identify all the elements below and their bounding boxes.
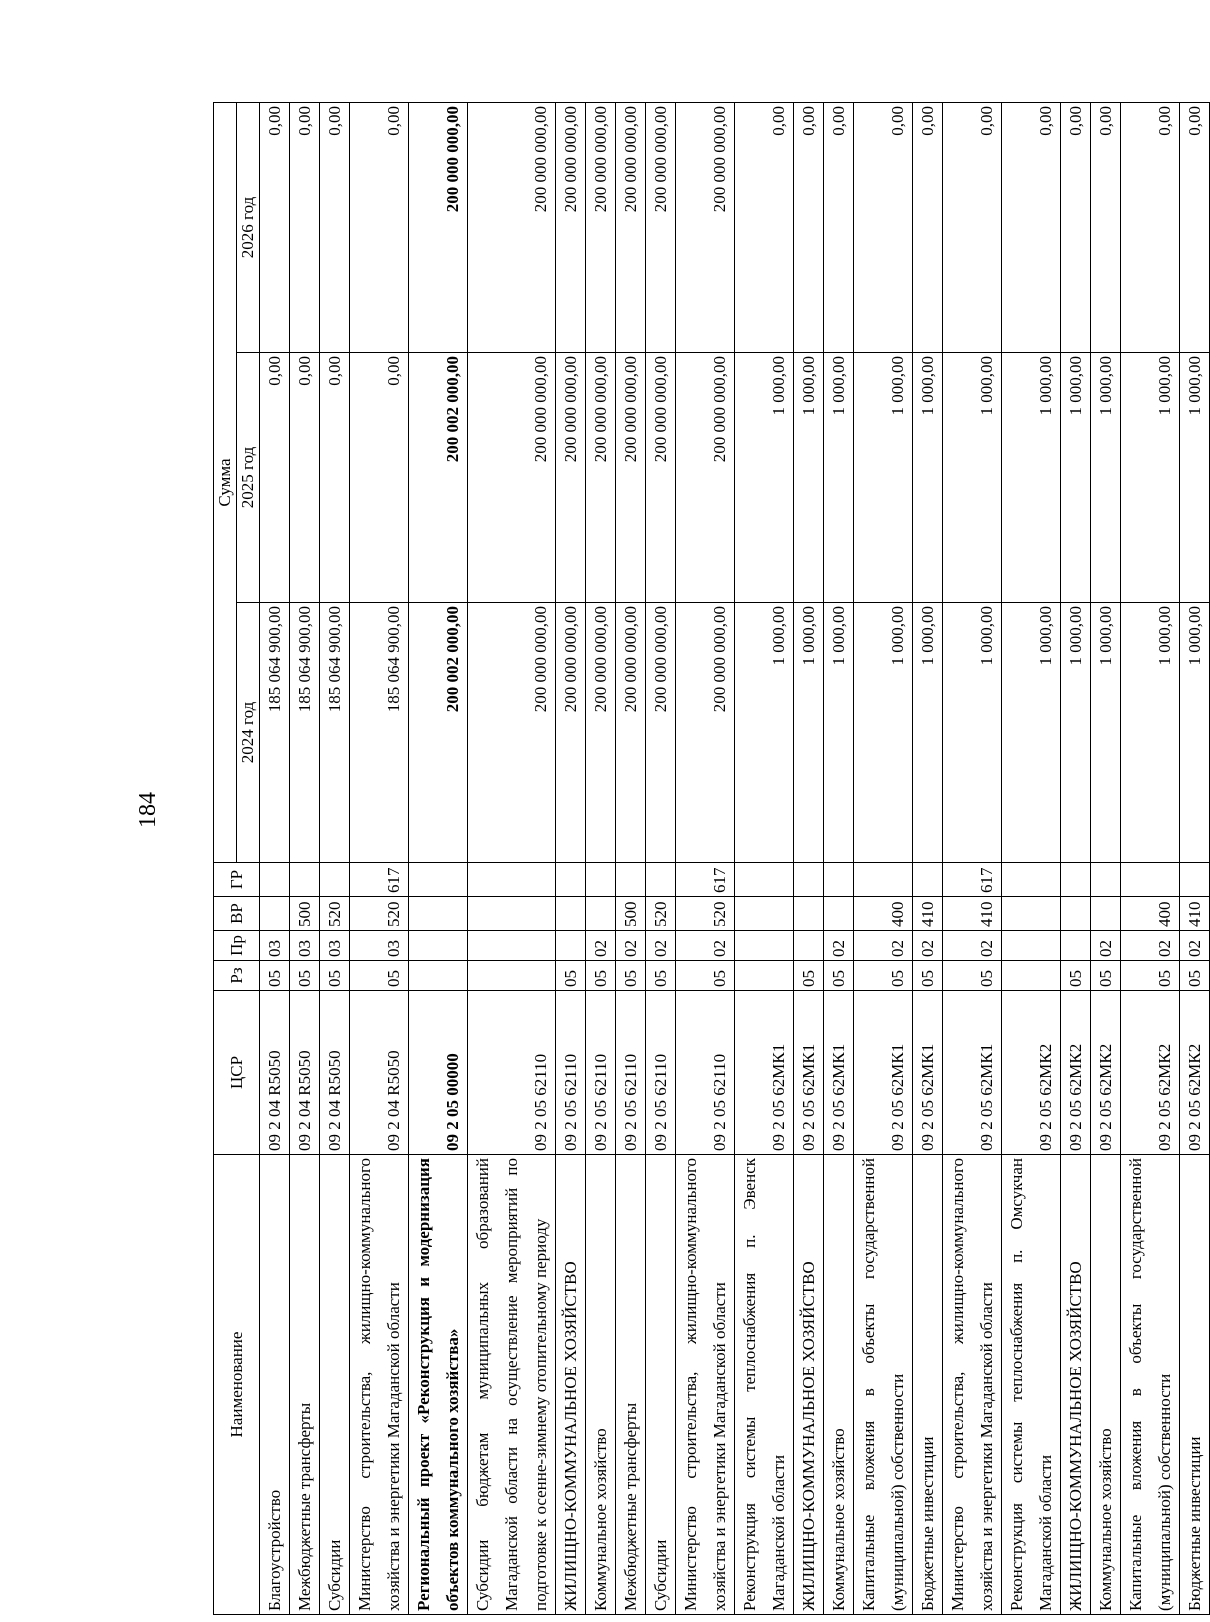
row-pr: 02	[943, 931, 1002, 961]
row-vr	[1061, 897, 1091, 931]
row-gr: 617	[350, 863, 409, 897]
row-vr: 410	[1180, 897, 1210, 931]
row-sum-2025: 0,00	[290, 353, 320, 603]
row-gr	[1121, 863, 1180, 897]
row-gr	[586, 863, 616, 897]
row-rz	[409, 961, 468, 991]
row-sum-2024: 185 064 900,00	[320, 603, 350, 863]
row-rz: 05	[556, 961, 586, 991]
row-sum-2025: 1 000,00	[824, 353, 854, 603]
row-vr	[824, 897, 854, 931]
table-row	[824, 102, 854, 1614]
row-pr: 02	[854, 931, 913, 961]
row-gr	[794, 863, 824, 897]
row-sum-2026: 200 000 000,00	[646, 102, 676, 352]
row-name: Коммунальное хозяйство	[1091, 1155, 1121, 1615]
row-sum-2025: 1 000,00	[1180, 353, 1210, 603]
row-name: Министерство строительства, жилищно-коммунального хозяйства и энергетики Магаданской области	[943, 1155, 1002, 1615]
row-pr	[409, 931, 468, 961]
row-sum-2024: 1 000,00	[735, 603, 794, 863]
row-pr: 02	[1091, 931, 1121, 961]
row-gr: 617	[676, 863, 735, 897]
row-csr: 09 2 04 R5050	[290, 991, 320, 1155]
row-csr: 09 2 05 62МК2	[1180, 991, 1210, 1155]
row-name: Субсидии	[646, 1155, 676, 1615]
row-pr: 03	[260, 931, 290, 961]
row-csr: 09 2 05 62110	[586, 991, 616, 1155]
row-sum-2026: 0,00	[1091, 102, 1121, 352]
row-sum-2025: 200 000 000,00	[676, 353, 735, 603]
row-sum-2024: 200 002 000,00	[409, 603, 468, 863]
row-sum-2024: 200 000 000,00	[556, 603, 586, 863]
row-rz: 05	[1180, 961, 1210, 991]
row-csr: 09 2 05 62МК2	[1091, 991, 1121, 1155]
row-vr	[556, 897, 586, 931]
row-rz: 05	[913, 961, 943, 991]
row-sum-2024: 1 000,00	[1091, 603, 1121, 863]
col-header-pr: Пр	[214, 931, 260, 961]
row-sum-2025: 200 000 000,00	[556, 353, 586, 603]
row-gr	[854, 863, 913, 897]
row-rz: 05	[586, 961, 616, 991]
row-sum-2025: 200 000 000,00	[616, 353, 646, 603]
row-sum-2026: 200 000 000,00	[556, 102, 586, 352]
row-sum-2024: 200 000 000,00	[468, 603, 556, 863]
row-sum-2024: 185 064 900,00	[350, 603, 409, 863]
row-sum-2024: 1 000,00	[913, 603, 943, 863]
row-pr: 02	[676, 931, 735, 961]
row-gr	[616, 863, 646, 897]
row-gr	[1091, 863, 1121, 897]
row-sum-2024: 1 000,00	[794, 603, 824, 863]
row-sum-2024: 1 000,00	[1002, 603, 1061, 863]
table-row	[735, 102, 794, 1614]
table-body	[260, 102, 1210, 1614]
row-pr	[468, 931, 556, 961]
col-header-2025: 2025 год	[237, 353, 260, 603]
row-sum-2024: 1 000,00	[824, 603, 854, 863]
row-sum-2024: 1 000,00	[943, 603, 1002, 863]
row-sum-2026: 0,00	[794, 102, 824, 352]
row-gr	[260, 863, 290, 897]
row-rz: 05	[854, 961, 913, 991]
row-sum-2024: 185 064 900,00	[260, 603, 290, 863]
row-rz	[468, 961, 556, 991]
row-rz: 05	[350, 961, 409, 991]
budget-table	[213, 102, 1210, 1615]
row-csr: 09 2 05 62МК1	[794, 991, 824, 1155]
col-header-vr: ВР	[214, 897, 260, 931]
row-vr: 400	[854, 897, 913, 931]
row-pr: 03	[290, 931, 320, 961]
row-rz: 05	[794, 961, 824, 991]
row-pr	[735, 931, 794, 961]
table-row	[556, 102, 586, 1614]
row-sum-2026: 200 000 000,00	[468, 102, 556, 352]
row-sum-2025: 1 000,00	[1061, 353, 1091, 603]
row-sum-2025: 200 000 000,00	[586, 353, 616, 603]
row-vr: 520	[320, 897, 350, 931]
row-vr: 520	[646, 897, 676, 931]
row-vr: 500	[616, 897, 646, 931]
table-row	[1121, 102, 1180, 1614]
row-name: ЖИЛИЩНО-КОММУНАЛЬНОЕ ХОЗЯЙСТВО	[1061, 1155, 1091, 1615]
row-vr	[260, 897, 290, 931]
row-csr: 09 2 05 62МК1	[735, 991, 794, 1155]
row-sum-2024: 200 000 000,00	[616, 603, 646, 863]
row-vr: 520	[350, 897, 409, 931]
table-row	[1091, 102, 1121, 1614]
table-header-row	[214, 102, 237, 1614]
row-sum-2025: 200 000 000,00	[468, 353, 556, 603]
row-sum-2024: 1 000,00	[1061, 603, 1091, 863]
row-pr: 02	[913, 931, 943, 961]
row-sum-2024: 1 000,00	[854, 603, 913, 863]
table-row	[320, 102, 350, 1614]
col-header-2026: 2026 год	[237, 102, 260, 352]
row-csr: 09 2 05 62МК1	[854, 991, 913, 1155]
row-name: Министерство строительства, жилищно-коммунального хозяйства и энергетики Магаданской области	[350, 1155, 409, 1615]
row-csr: 09 2 05 62МК1	[913, 991, 943, 1155]
row-sum-2024: 200 000 000,00	[646, 603, 676, 863]
row-gr	[824, 863, 854, 897]
row-vr: 410	[943, 897, 1002, 931]
row-sum-2026: 0,00	[1121, 102, 1180, 352]
row-csr: 09 2 05 62МК1	[943, 991, 1002, 1155]
row-sum-2026: 200 000 000,00	[616, 102, 646, 352]
row-name: Межбюджетные трансферты	[616, 1155, 646, 1615]
row-sum-2026: 0,00	[350, 102, 409, 352]
row-vr	[409, 897, 468, 931]
col-header-gr: ГР	[214, 863, 260, 897]
row-rz: 05	[676, 961, 735, 991]
row-name: Благоустройство	[260, 1155, 290, 1615]
row-name: ЖИЛИЩНО-КОММУНАЛЬНОЕ ХОЗЯЙСТВО	[556, 1155, 586, 1615]
row-sum-2026: 0,00	[260, 102, 290, 352]
table-row	[1002, 102, 1061, 1614]
row-sum-2026: 0,00	[320, 102, 350, 352]
row-csr: 09 2 05 62МК2	[1061, 991, 1091, 1155]
row-name: Капитальные вложения в объекты государственной (муниципальной) собственности	[1121, 1155, 1180, 1615]
row-name: Субсидии	[320, 1155, 350, 1615]
row-vr	[735, 897, 794, 931]
row-rz: 05	[646, 961, 676, 991]
row-csr: 09 2 05 62110	[468, 991, 556, 1155]
table-row	[646, 102, 676, 1614]
row-sum-2026: 0,00	[1180, 102, 1210, 352]
row-name: Реконструкция системы теплоснабжения п. Эвенск Магаданской области	[735, 1155, 794, 1615]
row-sum-2024: 200 000 000,00	[676, 603, 735, 863]
row-name: Реконструкция системы теплоснабжения п. Омсукчан Магаданской области	[1002, 1155, 1061, 1615]
row-gr	[1180, 863, 1210, 897]
row-csr: 09 2 05 62МК2	[1002, 991, 1061, 1155]
row-name: Коммунальное хозяйство	[586, 1155, 616, 1615]
row-rz: 05	[1061, 961, 1091, 991]
row-sum-2025: 1 000,00	[794, 353, 824, 603]
row-gr	[290, 863, 320, 897]
row-pr: 03	[350, 931, 409, 961]
row-sum-2025: 0,00	[320, 353, 350, 603]
row-sum-2025: 200 000 000,00	[646, 353, 676, 603]
row-sum-2026: 0,00	[290, 102, 320, 352]
row-gr	[409, 863, 468, 897]
page-number: 184	[135, 792, 161, 828]
row-csr: 09 2 05 62110	[646, 991, 676, 1155]
row-csr: 09 2 04 R5050	[320, 991, 350, 1155]
row-pr: 02	[1121, 931, 1180, 961]
row-csr: 09 2 05 62110	[556, 991, 586, 1155]
row-name: Межбюджетные трансферты	[290, 1155, 320, 1615]
row-vr: 410	[913, 897, 943, 931]
row-sum-2025: 1 000,00	[1091, 353, 1121, 603]
table-row	[468, 102, 556, 1614]
row-pr: 02	[646, 931, 676, 961]
table-row	[913, 102, 943, 1614]
row-sum-2026: 0,00	[854, 102, 913, 352]
row-name: Министерство строительства, жилищно-коммунального хозяйства и энергетики Магаданской области	[676, 1155, 735, 1615]
row-sum-2024: 1 000,00	[1180, 603, 1210, 863]
col-header-2024: 2024 год	[237, 603, 260, 863]
row-pr	[1002, 931, 1061, 961]
table-row	[854, 102, 913, 1614]
col-header-sum: Сумма	[214, 102, 237, 862]
table-row	[1061, 102, 1091, 1614]
row-rz	[1002, 961, 1061, 991]
row-sum-2025: 1 000,00	[913, 353, 943, 603]
row-sum-2025: 0,00	[350, 353, 409, 603]
row-sum-2024: 200 000 000,00	[586, 603, 616, 863]
row-name: Бюджетные инвестиции	[913, 1155, 943, 1615]
row-vr	[1002, 897, 1061, 931]
row-name: Субсидии бюджетам муниципальных образований Магаданской области на осуществление мероприятий по подготовке к осенне-зимнему отопительному периоду	[468, 1155, 556, 1615]
row-sum-2026: 0,00	[1002, 102, 1061, 352]
table-row	[943, 102, 1002, 1614]
row-pr	[1061, 931, 1091, 961]
row-gr	[320, 863, 350, 897]
row-vr	[794, 897, 824, 931]
row-rz: 05	[290, 961, 320, 991]
row-pr: 02	[824, 931, 854, 961]
row-rz: 05	[616, 961, 646, 991]
row-gr	[1061, 863, 1091, 897]
row-sum-2026: 0,00	[943, 102, 1002, 352]
col-header-rz: Рз	[214, 961, 260, 991]
row-rz: 05	[320, 961, 350, 991]
row-gr: 617	[943, 863, 1002, 897]
row-sum-2025: 1 000,00	[854, 353, 913, 603]
row-sum-2024: 185 064 900,00	[290, 603, 320, 863]
row-vr	[586, 897, 616, 931]
table-row	[260, 102, 290, 1614]
row-gr	[735, 863, 794, 897]
table-row	[290, 102, 320, 1614]
row-gr	[556, 863, 586, 897]
table-row	[616, 102, 646, 1614]
budget-table-wrapper	[213, 103, 1203, 1615]
row-sum-2025: 1 000,00	[1121, 353, 1180, 603]
row-sum-2026: 0,00	[824, 102, 854, 352]
row-gr	[646, 863, 676, 897]
row-rz: 05	[1121, 961, 1180, 991]
table-row	[350, 102, 409, 1614]
table-row	[1180, 102, 1210, 1614]
row-sum-2025: 1 000,00	[735, 353, 794, 603]
row-sum-2025: 1 000,00	[1002, 353, 1061, 603]
row-pr: 03	[320, 931, 350, 961]
row-name: ЖИЛИЩНО-КОММУНАЛЬНОЕ ХОЗЯЙСТВО	[794, 1155, 824, 1615]
row-name: Бюджетные инвестиции	[1180, 1155, 1210, 1615]
row-sum-2026: 0,00	[913, 102, 943, 352]
row-csr: 09 2 05 62110	[616, 991, 646, 1155]
row-csr: 09 2 05 62110	[676, 991, 735, 1155]
row-gr	[468, 863, 556, 897]
row-pr: 02	[586, 931, 616, 961]
row-name: Капитальные вложения в объекты государственной (муниципальной) собственности	[854, 1155, 913, 1615]
row-sum-2025: 200 002 000,00	[409, 353, 468, 603]
row-csr: 09 2 05 62МК2	[1121, 991, 1180, 1155]
row-pr: 02	[1180, 931, 1210, 961]
row-vr	[1091, 897, 1121, 931]
row-sum-2026: 200 000 000,00	[586, 102, 616, 352]
row-sum-2025: 0,00	[260, 353, 290, 603]
row-vr: 520	[676, 897, 735, 931]
row-sum-2026: 0,00	[1061, 102, 1091, 352]
row-vr: 500	[290, 897, 320, 931]
col-header-csr: ЦСР	[214, 991, 260, 1155]
row-sum-2025: 1 000,00	[943, 353, 1002, 603]
row-sum-2026: 0,00	[735, 102, 794, 352]
row-gr	[913, 863, 943, 897]
row-csr: 09 2 05 00000	[409, 991, 468, 1155]
row-vr	[468, 897, 556, 931]
row-sum-2026: 200 000 000,00	[676, 102, 735, 352]
row-rz: 05	[260, 961, 290, 991]
row-rz: 05	[1091, 961, 1121, 991]
row-csr: 09 2 04 R5050	[260, 991, 290, 1155]
table-row	[586, 102, 616, 1614]
row-pr	[556, 931, 586, 961]
row-pr: 02	[616, 931, 646, 961]
row-name: Коммунальное хозяйство	[824, 1155, 854, 1615]
row-rz	[735, 961, 794, 991]
row-csr: 09 2 05 62МК1	[824, 991, 854, 1155]
table-row	[676, 102, 735, 1614]
row-csr: 09 2 04 R5050	[350, 991, 409, 1155]
table-row	[409, 102, 468, 1614]
row-vr: 400	[1121, 897, 1180, 931]
row-name: Региональный проект «Реконструкция и модернизация объектов коммунального хозяйства»	[409, 1155, 468, 1615]
row-rz: 05	[943, 961, 1002, 991]
col-header-name: Наименование	[214, 1155, 260, 1615]
row-sum-2026: 200 000 000,00	[409, 102, 468, 352]
row-pr	[794, 931, 824, 961]
table-row	[794, 102, 824, 1614]
row-rz: 05	[824, 961, 854, 991]
row-gr	[1002, 863, 1061, 897]
row-sum-2024: 1 000,00	[1121, 603, 1180, 863]
